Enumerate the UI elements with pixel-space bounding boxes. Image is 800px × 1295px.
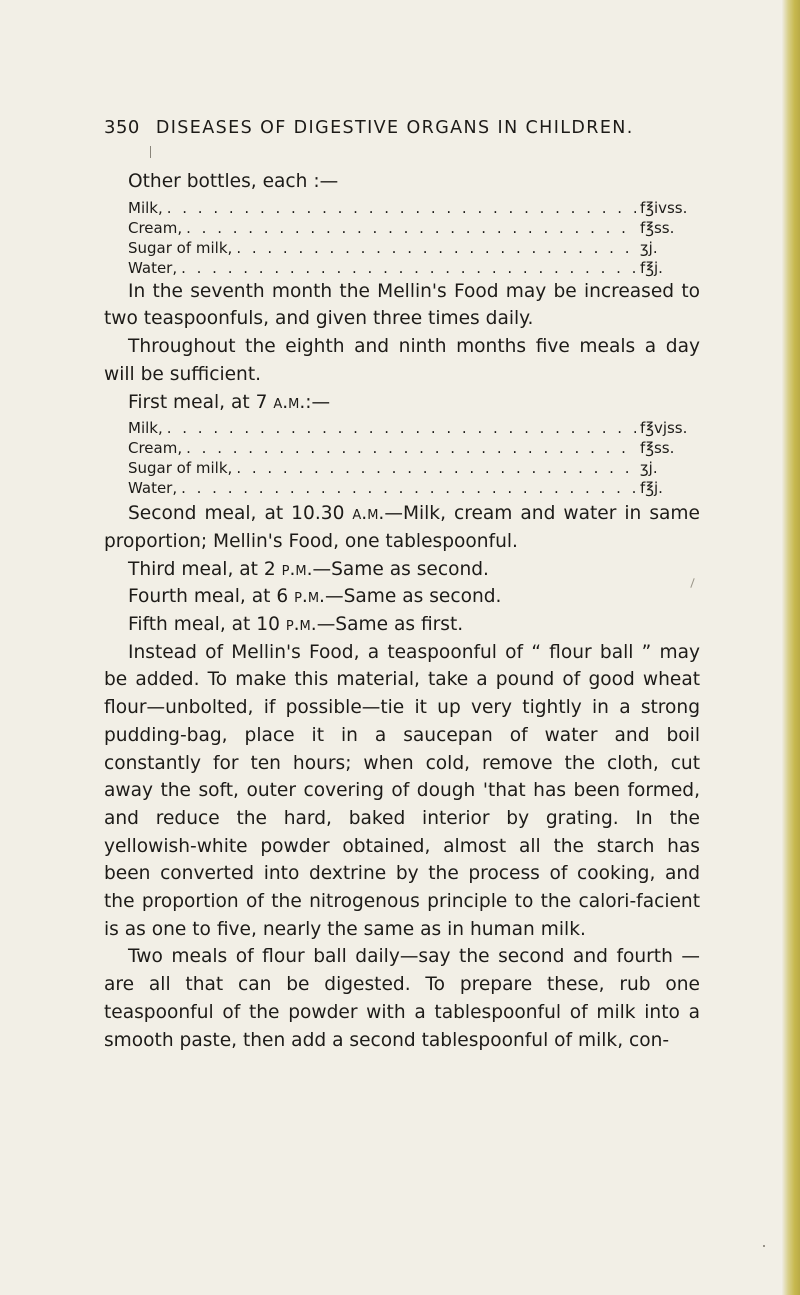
paragraph-seventh-month: In the seventh month the Mellin's Food may be increased to two teaspoonfuls, and given three times daily.: [104, 280, 700, 330]
ingredient-quantity: f℥ivss.: [640, 198, 688, 217]
ingredient-quantity: f℥j.: [640, 479, 663, 498]
leader-dots: [167, 418, 636, 438]
formula-row: [128, 258, 700, 278]
ingredient-label: Cream,: [128, 218, 183, 237]
formula-row: [128, 198, 700, 218]
formula-row: [128, 478, 700, 498]
formula-table-bottles: [128, 198, 700, 278]
third-meal-line: Third meal, at 2 p.m.—Same as second.: [128, 558, 489, 580]
leader-dots: [181, 258, 636, 278]
first-meal-line: First meal, at 7 a.m.:—: [128, 391, 331, 413]
ingredient-quantity: f℥ss.: [640, 439, 675, 458]
ingredient-quantity: ʒj.: [640, 459, 658, 478]
leader-dots: [236, 458, 636, 478]
ingredient-quantity: f℥vjss.: [640, 419, 688, 438]
formula-row: [128, 458, 700, 478]
page-edge-binding: [782, 0, 800, 1295]
running-title: DISEASES OF DIGESTIVE ORGANS IN CHILDREN.: [155, 118, 634, 138]
ingredient-quantity: f℥j.: [640, 258, 663, 277]
ingredient-label: Sugar of milk,: [128, 238, 233, 257]
intro-line: Other bottles, each :—: [128, 171, 339, 192]
running-header: [104, 117, 694, 138]
leader-dots: [181, 478, 636, 498]
formula-table-first-meal: [128, 418, 700, 498]
print-mark: [150, 146, 151, 158]
print-speck: [763, 1245, 765, 1247]
page-body: [104, 168, 700, 1054]
ingredient-label: Milk,: [128, 198, 163, 217]
formula-row: [128, 218, 700, 238]
ingredient-label: Water,: [128, 258, 178, 277]
ingredient-label: Water,: [128, 479, 178, 498]
paragraph-eighth-ninth-months: Throughout the eighth and ninth months five meals a day will be sufficient.: [104, 336, 700, 385]
second-meal-paragraph: Second meal, at 10.30 a.m.—Milk, cream and water in same proportion; Mellin's Food, one tablespoonful.: [104, 503, 700, 552]
paragraph-two-meals: Two meals of flour ball daily—say the second and fourth —are all that can be digested. To prepare these, rub one teaspoonful of the powder with a tablespoonful of milk into a smooth paste, then add a second tablespoonful of milk, con-: [104, 946, 700, 1051]
leader-dots: [186, 438, 636, 458]
fourth-meal-line: Fourth meal, at 6 p.m.—Same as second.: [128, 586, 502, 608]
page-number: 350: [104, 117, 140, 138]
formula-row: [128, 418, 700, 438]
ingredient-quantity: ʒj.: [640, 238, 658, 257]
formula-row: [128, 438, 700, 458]
ingredient-label: Sugar of milk,: [128, 459, 233, 478]
leader-dots: [236, 238, 636, 258]
formula-row: [128, 238, 700, 258]
leader-dots: [186, 218, 636, 238]
leader-dots: [167, 198, 636, 218]
ingredient-label: Milk,: [128, 419, 163, 438]
ingredient-label: Cream,: [128, 439, 183, 458]
ingredient-quantity: f℥ss.: [640, 218, 675, 237]
paragraph-flour-ball: Instead of Mellin's Food, a teaspoonful of “ flour ball ” may be added. To make this material, take a pound of good wheat flour—unbolted, if possible—tie it up very tightly in a strong pudding-bag, place it in a saucepan of water and boil constantly for ten hours; when cold, remove the cloth, cut away the soft, outer covering of dough 'that has been formed, and reduce the hard, baked interior by grating. In the yellowish-white powder obtained, almost all the starch has been converted into dextrine by the process of cooking, and the proportion of the nitrogenous principle to the calori-facient is as one to five, nearly the same as in human milk.: [104, 641, 700, 940]
fifth-meal-line: Fifth meal, at 10 p.m.—Same as first.: [128, 614, 464, 636]
